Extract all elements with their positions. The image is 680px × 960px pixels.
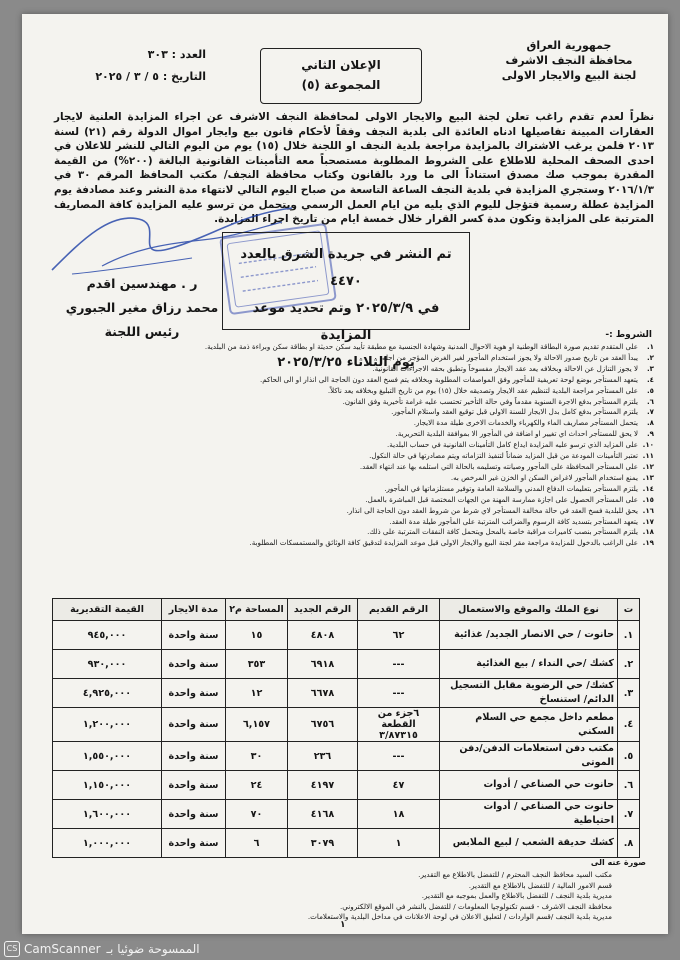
property-site-cell: حانوت حي الصناعي / أدوات bbox=[440, 771, 618, 800]
row-index-cell: ٦. bbox=[618, 771, 640, 800]
new-number-cell: ٤١٦٨ bbox=[288, 800, 358, 829]
term-text: يلتزم المستأجر بدفع الاجرة السنوية مقدماً وفي حالة التأخير تحتسب عليه غرامة تأخيرية وفق القانون. bbox=[342, 396, 638, 406]
term-text: يلتزم المستأجر بنصب كاميرات مراقبة خاصة بالمحل ويتحمل كافة النفقات المترتبة على ذلك. bbox=[367, 527, 638, 537]
term-text: على المستأجر مراجعة البلدية لتنظيم عقد الايجار وتصديقه خلال (١٥) يوم من تاريخ التبليغ وبخلافه يعد ناكلاً. bbox=[327, 385, 638, 395]
term-text: لا يحق للمستأجر احداث اي تغيير او اضافة في المأجور الا بموافقة البلدية التحريرية. bbox=[395, 429, 638, 439]
term-text: على المستأجر الحصول على اجازة ممارسة المهنة من الجهات المختصة قبل المباشرة بالعمل. bbox=[365, 494, 638, 504]
term-item bbox=[42, 440, 654, 451]
term-number: ١٠. bbox=[642, 440, 654, 450]
row-index-cell: ٢. bbox=[618, 650, 640, 679]
announcement-group: المجموعة (٥) bbox=[301, 78, 381, 92]
term-text: يبدأ العقد من تاريخ صدور الاحالة ولا يجوز استخدام المأجور لغير الغرض المؤجر من اجله. bbox=[379, 352, 638, 362]
table-row bbox=[53, 800, 640, 829]
estimated-value-cell: ٩٣٠,٠٠٠ bbox=[53, 650, 162, 679]
properties-table bbox=[52, 598, 640, 858]
column-header: الرقم الجديد bbox=[288, 599, 358, 621]
term-item bbox=[42, 484, 654, 495]
term-text: يلتزم المستأجر بدفع كامل بدل الايجار للسنة الاولى قبل توقيع العقد واستلام المأجور. bbox=[391, 407, 638, 417]
property-site-cell: مطعم داخل مجمع حي السلام السكني bbox=[440, 708, 618, 742]
estimated-value-cell: ١,٥٥٠,٠٠٠ bbox=[53, 742, 162, 771]
row-index-cell: ١. bbox=[618, 621, 640, 650]
area-cell: ٣٥٣ bbox=[226, 650, 288, 679]
column-header: القيمة التقديرية bbox=[53, 599, 162, 621]
lease-duration-cell: سنة واحدة bbox=[162, 829, 226, 858]
term-number: ٧. bbox=[646, 407, 654, 417]
lease-duration-cell: سنة واحدة bbox=[162, 800, 226, 829]
term-number: ١٦. bbox=[642, 505, 654, 515]
term-number: ٢. bbox=[646, 352, 654, 362]
term-number: ١٤. bbox=[642, 483, 654, 493]
column-header: نوع الملك والموقع والاستعمال bbox=[440, 599, 618, 621]
term-text: يلتزم المستأجر بتعليمات الدفاع المدني والسلامة العامة وتوفير مستلزماتها في المأجور. bbox=[384, 483, 638, 493]
term-number: ١١. bbox=[642, 451, 654, 461]
new-number-cell: ٦٦٧٨ bbox=[288, 679, 358, 708]
term-text: يحق للبلدية فسخ العقد في حالة مخالفة المستأجر لاي شرط من شروط العقد دون الحاجة الى انذار. bbox=[346, 505, 638, 515]
term-item bbox=[42, 386, 654, 397]
camscanner-icon: CS bbox=[4, 941, 20, 957]
old-number-cell: --- bbox=[358, 742, 440, 771]
province-name: محافظة النجف الاشرف bbox=[505, 54, 633, 67]
table-row bbox=[53, 650, 640, 679]
lease-duration-cell: سنة واحدة bbox=[162, 621, 226, 650]
lease-duration-cell: سنة واحدة bbox=[162, 771, 226, 800]
area-cell: ٦ bbox=[226, 829, 288, 858]
copy-recipient: قسم الامور المالية / للتفضل بالاطلاع مع التقدير. bbox=[468, 880, 612, 890]
table-row bbox=[53, 708, 640, 742]
auction-date-line: يوم الثلاثاء ٢٠٢٥/٣/٢٥ bbox=[277, 355, 415, 370]
term-number: ٥. bbox=[646, 385, 654, 395]
reference-number: العدد : ٣٠٣ bbox=[147, 48, 206, 61]
term-number: ١٣. bbox=[642, 472, 654, 482]
copies-list bbox=[52, 870, 612, 923]
scanner-app-name: CamScanner bbox=[24, 942, 101, 956]
term-number: ١٧. bbox=[642, 516, 654, 526]
term-item bbox=[42, 429, 654, 440]
country-name: جمهورية العراق bbox=[526, 39, 612, 52]
table-row bbox=[53, 742, 640, 771]
scanned-by-label: الممسوحة ضوئيا بـ bbox=[106, 942, 200, 956]
signatory-name: محمد رزاق مغير الجبوري bbox=[65, 300, 219, 315]
property-site-cell: كشك /حي النداء / بيع الغذائية bbox=[440, 650, 618, 679]
estimated-value-cell: ١,٠٠٠,٠٠٠ bbox=[53, 829, 162, 858]
lease-duration-cell: سنة واحدة bbox=[162, 679, 226, 708]
row-index-cell: ٧. bbox=[618, 800, 640, 829]
new-number-cell: ٦٩١٨ bbox=[288, 650, 358, 679]
lease-duration-cell: سنة واحدة bbox=[162, 650, 226, 679]
new-number-cell: ٦٧٥٦ bbox=[288, 708, 358, 742]
page-number: ١ bbox=[340, 920, 346, 930]
new-number-cell: ٤٨٠٨ bbox=[288, 621, 358, 650]
table-row bbox=[53, 771, 640, 800]
term-item bbox=[42, 451, 654, 462]
term-item bbox=[42, 538, 654, 549]
term-item bbox=[42, 353, 654, 364]
area-cell: ٧٠ bbox=[226, 800, 288, 829]
row-index-cell: ٤. bbox=[618, 708, 640, 742]
old-number-cell: ١٨ bbox=[358, 800, 440, 829]
copy-recipient: مكتب السيد محافظ النجف المحترم / للتفضل بالاطلاع مع التقدير. bbox=[418, 870, 612, 879]
signatory-title: رئيس اللجنة bbox=[104, 324, 180, 339]
copy-recipient: مديرية بلدية النجف /قسم الواردات / لتعليق الاعلان في لوحة الاعلانات في مداخل البلدية والاستعلامات. bbox=[307, 912, 612, 922]
term-number: ١٩. bbox=[642, 538, 654, 548]
lease-duration-cell: سنة واحدة bbox=[162, 708, 226, 742]
table-row bbox=[53, 829, 640, 858]
row-index-cell: ٣. bbox=[618, 679, 640, 708]
estimated-value-cell: ٤,٩٢٥,٠٠٠ bbox=[53, 679, 162, 708]
term-item bbox=[42, 527, 654, 538]
column-header: ت bbox=[618, 599, 640, 621]
document-page bbox=[22, 14, 668, 934]
term-item bbox=[42, 495, 654, 506]
area-cell: ١٢ bbox=[226, 679, 288, 708]
term-text: يتحمل المستأجر مصاريف الماء والكهرباء والخدمات الاخرى طيلة مدة الايجار. bbox=[413, 418, 638, 428]
announcement-title: الإعلان الثاني bbox=[301, 58, 381, 72]
term-item bbox=[42, 418, 654, 429]
property-site-cell: كشك حديقة الشعب / لبيع الملابس bbox=[440, 829, 618, 858]
scanner-watermark bbox=[0, 938, 680, 960]
old-number-cell: ١ bbox=[358, 829, 440, 858]
row-index-cell: ٨. bbox=[618, 829, 640, 858]
term-text: على المستأجر المحافظة على المأجور وصيانته وتسليمه بالحالة التي استلمه بها عند انتهاء العقد. bbox=[359, 461, 638, 471]
new-number-cell: ٣٠٧٩ bbox=[288, 829, 358, 858]
letter-reference bbox=[36, 44, 206, 88]
term-item bbox=[42, 375, 654, 386]
table-header-row bbox=[53, 599, 640, 621]
term-number: ١. bbox=[646, 342, 654, 351]
estimated-value-cell: ١,٢٠٠,٠٠٠ bbox=[53, 708, 162, 742]
column-header: مدة الايجار bbox=[162, 599, 226, 621]
term-number: ٨. bbox=[646, 418, 654, 428]
term-item bbox=[42, 517, 654, 528]
term-number: ٩. bbox=[646, 429, 654, 439]
announcement-title-box bbox=[260, 48, 422, 104]
term-number: ٣. bbox=[646, 363, 654, 373]
term-number: ٤. bbox=[646, 374, 654, 384]
old-number-cell: --- bbox=[358, 650, 440, 679]
old-number-cell: ٦٢ bbox=[358, 621, 440, 650]
term-text: تعتبر التأمينات المودعة من قبل المزايد ضماناً لتنفيذ التزاماته ويتم مصادرتها في حالة النكول. bbox=[369, 451, 638, 461]
property-site-cell: كشك/ حي الرضوية مقابل التسجيل الدائم/ استنساخ bbox=[440, 679, 618, 708]
letter-date: التاريخ : ٥ / ٣ / ٢٠٢٥ bbox=[95, 70, 206, 83]
term-text: يمنع استخدام المأجور لاغراض السكن او الخزن غير المرخص به. bbox=[450, 472, 638, 482]
new-number-cell: ٤١٩٧ bbox=[288, 771, 358, 800]
column-header: الرقم القديم bbox=[358, 599, 440, 621]
lease-duration-cell: سنة واحدة bbox=[162, 742, 226, 771]
signatory-rank: ر . مهندسين اقدم bbox=[86, 276, 198, 291]
term-text: يتعهد المستأجر بتسديد كافة الرسوم والضرائب المترتبة على المأجور طيلة مدة العقد. bbox=[389, 516, 638, 526]
term-item bbox=[42, 473, 654, 484]
table-row bbox=[53, 679, 640, 708]
copy-recipient: محافظة النجف الاشرف - قسم تكنولوجيا المعلومات / للتفضل بالنشر في الموقع الالكتروني. bbox=[339, 901, 612, 911]
term-text: على الراغب بالدخول للمزايدة مراجعة مقر لجنة البيع والايجار الاولى قبل موعد المزايدة لتدقيق كافة الوثائق والمستمسكات المطلوبة. bbox=[249, 538, 638, 548]
term-text: على المتقدم تقديم صورة البطاقة الوطنية او هوية الاحوال المدنية وشهادة الجنسية مع مطبقة تأييد سكن حديثة او بطاقة سكن وبراءة ذمة من البلدية. bbox=[204, 342, 638, 351]
term-number: ١٢. bbox=[642, 461, 654, 471]
new-number-cell: ٢٣٦ bbox=[288, 742, 358, 771]
term-text: يتعهد المستأجر بوضع لوحة تعريفية للمأجور وفق المواصفات المطلوبة وبخلافه يتم فسخ العقد دون الحاجة الى انذار او الى الحاكم. bbox=[260, 374, 638, 384]
term-number: ٦. bbox=[646, 396, 654, 406]
old-number-cell: ٤٧ bbox=[358, 771, 440, 800]
term-number: ١٥. bbox=[642, 494, 654, 504]
estimated-value-cell: ١,٦٠٠,٠٠٠ bbox=[53, 800, 162, 829]
committee-name: لجنة البيع والايجار الاولى bbox=[501, 69, 637, 82]
row-index-cell: ٥. bbox=[618, 742, 640, 771]
old-number-cell: --- bbox=[358, 679, 440, 708]
column-header: المساحة م٢ bbox=[226, 599, 288, 621]
table-row bbox=[53, 621, 640, 650]
property-site-cell: مكتب دفن استعلامات الدفن/دفن الموتى bbox=[440, 742, 618, 771]
term-item bbox=[42, 462, 654, 473]
terms-heading: الشروط :- bbox=[605, 330, 652, 340]
old-number-cell: ٦جزء من القطعة ٣/٨٧٣١٥ bbox=[358, 708, 440, 742]
area-cell: ٣٠ bbox=[226, 742, 288, 771]
copies-heading: صورة عنه الى bbox=[590, 858, 646, 867]
term-item bbox=[42, 364, 654, 375]
term-item bbox=[42, 342, 654, 353]
publication-line: تم النشر في جريدة الشرق بالعدد ٤٤٧٠ bbox=[240, 247, 452, 289]
term-text: لا يجوز التنازل عن الاحالة وبخلافه يعد عقد الايجار مفسوخاً وتطبق بحقه الاجراءات القانونية. bbox=[372, 363, 638, 373]
publication-line: في ٢٠٢٥/٣/٩ وتم تحديد موعد المزايدة bbox=[252, 301, 440, 343]
term-item bbox=[42, 506, 654, 517]
term-text: على المزايد الذي ترسو عليه المزايدة ايداع كامل التأمينات القانونية في حساب البلدية. bbox=[387, 440, 638, 450]
area-cell: ١٥ bbox=[226, 621, 288, 650]
copy-recipient: مديرية بلدية النجف / للتفضل بالاطلاع والعمل بموجبه مع التقدير. bbox=[421, 891, 612, 901]
term-item bbox=[42, 397, 654, 408]
property-site-cell: حانوت حي الصناعي / أدوات احتياطية bbox=[440, 800, 618, 829]
announcement-body: نظراً لعدم تقدم راغب تعلن لجنة البيع والايجار الاولى لمحافظة النجف الاشرف عن اجراء المزايدة العلنية لايجار العقارات المبينة تفاصيلها ادناه العائدة الى بلدية النجف وفقاً لأحكام قانون بيع وايجار اموال الدولة رقم (٢١) لسنة ٢٠١٣ فلمن يرغب الاشتراك بالمزايدة مراجعة بلدية النجف او اللجنة خلال (١٥) يوم من اليوم التالي للنشر للاعلان في احدى الصحف المحلية للاطلاع على الشروط المطلوبة مستصحباً معه التأمينات القانونية البالغة (٢٠٠%) من القيمة المقدرة بموجب صك مصدق استناداً الى ما ورد بالقانون وكتاب محافظة النجف/ مكتب المحافظ المرقم ٣٠ في ٢٠١٦/١/٣ وستجري المزايدة في بلدية النجف الساعة التاسعة من صباح اليوم التالي لانتهاء مدة النشر وعند مصادفة يوم المزايدة عطلة رسمية فتؤجل لليوم الذي يليه من ايام العمل الرسمي ويتحمل من ترسو عليه المزايدة كافة المصاريف المترتبة على المزايدة وتكون مدة كسر القرار خلال خمسة ايام من تاريخ اجراء المزايدة. bbox=[54, 111, 655, 226]
estimated-value-cell: ١,١٥٠,٠٠٠ bbox=[53, 771, 162, 800]
signature-block bbox=[52, 272, 232, 344]
estimated-value-cell: ٩٤٥,٠٠٠ bbox=[53, 621, 162, 650]
area-cell: ٢٤ bbox=[226, 771, 288, 800]
area-cell: ٦,١٥٧ bbox=[226, 708, 288, 742]
letterhead-issuer bbox=[484, 38, 654, 83]
terms-list bbox=[42, 342, 654, 549]
term-item bbox=[42, 407, 654, 418]
term-number: ١٨. bbox=[642, 527, 654, 537]
property-site-cell: حانوت / حي الانصار الجديد/ غذائية bbox=[440, 621, 618, 650]
